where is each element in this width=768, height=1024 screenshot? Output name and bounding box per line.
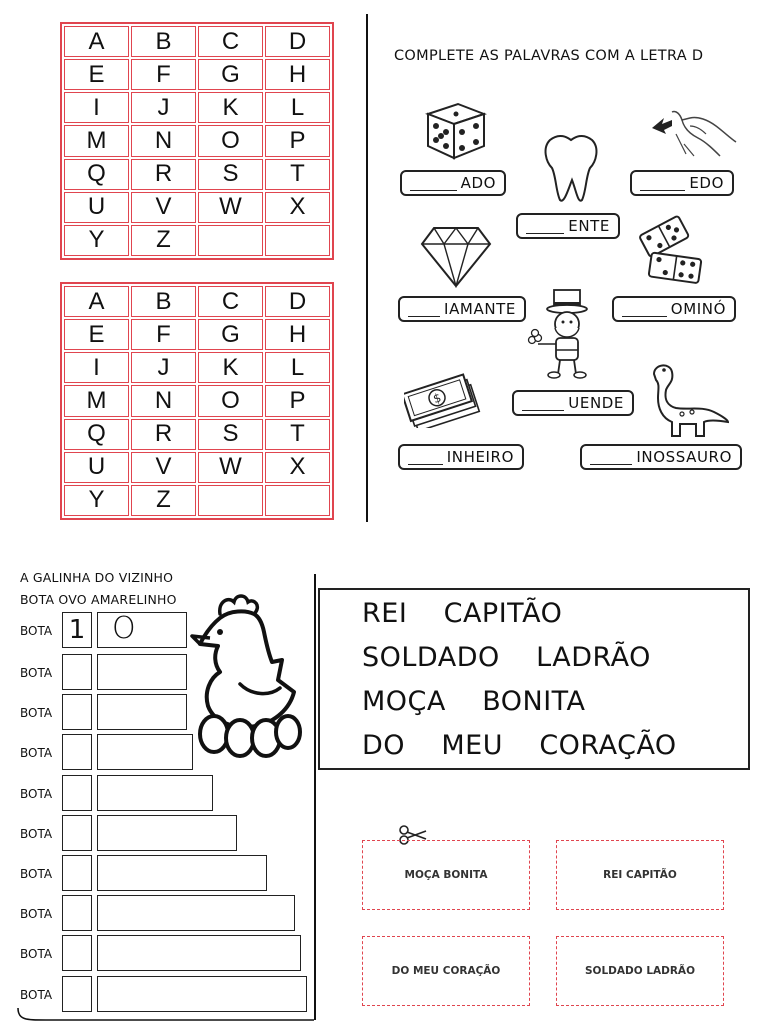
first-egg-drawing: O <box>112 611 136 646</box>
alphabet-cell: S <box>198 419 263 450</box>
alphabet-cell: U <box>64 452 129 483</box>
alphabet-cell: V <box>131 452 196 483</box>
tooth-icon <box>540 132 602 204</box>
word-box-iamante[interactable] <box>398 296 526 322</box>
bota-label: BOTA <box>20 787 53 801</box>
egg-box[interactable] <box>97 775 213 811</box>
verse-line-2: SOLDADO LADRÃO <box>362 642 651 673</box>
cutout-card-moca-bonita[interactable] <box>362 840 530 910</box>
bota-label: BOTA <box>20 746 53 760</box>
alphabet-cell: X <box>265 192 330 223</box>
alphabet-cell: U <box>64 192 129 223</box>
alphabet-cell: D <box>265 286 330 317</box>
alphabet-cell: W <box>198 192 263 223</box>
word-box-omino[interactable] <box>612 296 736 322</box>
alphabet-cell: E <box>64 319 129 350</box>
blank-line <box>640 176 685 191</box>
alphabet-cell: I <box>64 92 129 123</box>
word-box-inheiro[interactable] <box>398 444 524 470</box>
dice-icon <box>420 100 492 162</box>
alphabet-cell <box>198 485 263 516</box>
number-box[interactable] <box>62 895 92 931</box>
verse-line-1: REI CAPITÃO <box>362 598 563 629</box>
galinha-line-1: A GALINHA DO VIZINHO <box>20 570 174 585</box>
diamond-icon <box>420 222 492 288</box>
alphabet-cell: G <box>198 59 263 90</box>
alphabet-cell: E <box>64 59 129 90</box>
word-suffix: UENDE <box>568 394 624 412</box>
cutout-label: REI CAPITÃO <box>603 869 677 881</box>
alphabet-cell: N <box>131 385 196 416</box>
egg-box[interactable] <box>97 815 237 851</box>
egg-box[interactable] <box>97 612 187 648</box>
word-suffix: EDO <box>689 174 724 192</box>
money-icon <box>404 372 482 428</box>
alphabet-cell: Z <box>131 485 196 516</box>
egg-box[interactable] <box>97 734 193 770</box>
alphabet-cell: S <box>198 159 263 190</box>
verse-line-4: DO MEU CORAÇÃO <box>362 730 677 761</box>
number-box[interactable] <box>62 694 92 730</box>
cutout-card-soldado-ladrao[interactable] <box>556 936 724 1006</box>
alphabet-cell: M <box>64 125 129 156</box>
galinha-line-2: BOTA OVO AMARELINHO <box>20 592 177 607</box>
number-box[interactable] <box>62 775 92 811</box>
alphabet-cell: B <box>131 286 196 317</box>
alphabet-cell: V <box>131 192 196 223</box>
cutout-card-do-meu-coracao[interactable] <box>362 936 530 1006</box>
alphabet-cell: C <box>198 26 263 57</box>
alphabet-cell <box>265 485 330 516</box>
alphabet-cell: D <box>265 26 330 57</box>
alphabet-cell: G <box>198 319 263 350</box>
cutout-label: SOLDADO LADRÃO <box>585 965 695 977</box>
word-suffix: ADO <box>460 174 496 192</box>
alphabet-cell: Z <box>131 225 196 256</box>
domino-icon <box>636 214 708 286</box>
egg-box[interactable] <box>97 654 187 690</box>
bota-label: BOTA <box>20 827 53 841</box>
word-suffix: INOSSAURO <box>636 448 732 466</box>
alphabet-cell: Y <box>64 225 129 256</box>
alphabet-cell <box>265 225 330 256</box>
alphabet-cell: K <box>198 352 263 383</box>
alphabet-cell: N <box>131 125 196 156</box>
word-box-uende[interactable] <box>512 390 634 416</box>
alphabet-cell: M <box>64 385 129 416</box>
word-box-ado[interactable] <box>400 170 506 196</box>
alphabet-cell: H <box>265 59 330 90</box>
alphabet-cell: Y <box>64 485 129 516</box>
top-divider <box>366 14 368 522</box>
number-box[interactable] <box>62 935 92 971</box>
alphabet-cell: F <box>131 319 196 350</box>
dinosaur-icon <box>640 360 732 440</box>
blank-line <box>622 302 667 317</box>
cutout-label: DO MEU CORAÇÃO <box>391 965 501 977</box>
word-suffix: ENTE <box>568 217 610 235</box>
egg-box[interactable] <box>97 895 295 931</box>
bota-label: BOTA <box>20 624 53 638</box>
cutout-label: MOÇA BONITA <box>404 869 488 881</box>
hen-icon <box>190 592 306 762</box>
alphabet-cell: F <box>131 59 196 90</box>
alphabet-cell: C <box>198 286 263 317</box>
blank-line <box>408 450 443 465</box>
bota-label: BOTA <box>20 988 53 1002</box>
number-box[interactable] <box>62 734 92 770</box>
word-suffix: OMINÓ <box>670 300 726 318</box>
alphabet-cell: P <box>265 385 330 416</box>
alphabet-cell: B <box>131 26 196 57</box>
pointing-hand-icon <box>650 104 740 162</box>
svg-text:$: $ <box>431 390 443 407</box>
alphabet-cell <box>198 225 263 256</box>
alphabet-cell: P <box>265 125 330 156</box>
cutout-card-rei-capitao[interactable] <box>556 840 724 910</box>
blank-line <box>522 396 564 411</box>
blank-line <box>410 176 457 191</box>
alphabet-cell: L <box>265 92 330 123</box>
word-box-inossauro[interactable] <box>580 444 742 470</box>
alphabet-cell: R <box>131 419 196 450</box>
alphabet-cell: O <box>198 385 263 416</box>
leprechaun-icon <box>522 288 602 380</box>
bota-label: BOTA <box>20 706 53 720</box>
number-box[interactable] <box>62 815 92 851</box>
word-suffix: INHEIRO <box>446 448 514 466</box>
bottom-curve <box>16 1006 316 1024</box>
blank-line <box>408 302 440 317</box>
alphabet-cell: J <box>131 352 196 383</box>
word-suffix: IAMANTE <box>444 300 516 318</box>
alphabet-cell: I <box>64 352 129 383</box>
alphabet-cell: O <box>198 125 263 156</box>
alphabet-cell: W <box>198 452 263 483</box>
number-box[interactable] <box>62 855 92 891</box>
complete-activity-title: COMPLETE AS PALAVRAS COM A LETRA D <box>394 48 704 64</box>
alphabet-cell: T <box>265 159 330 190</box>
first-number: 1 <box>68 615 86 645</box>
alphabet-cell: H <box>265 319 330 350</box>
bota-label: BOTA <box>20 666 53 680</box>
alphabet-cell: Q <box>64 159 129 190</box>
alphabet-grid-top <box>60 22 334 260</box>
alphabet-cell: L <box>265 352 330 383</box>
word-box-edo[interactable] <box>630 170 734 196</box>
bota-label: BOTA <box>20 907 53 921</box>
alphabet-cell: T <box>265 419 330 450</box>
alphabet-cell: A <box>64 26 129 57</box>
egg-box[interactable] <box>97 694 187 730</box>
alphabet-cell: A <box>64 286 129 317</box>
alphabet-cell: J <box>131 92 196 123</box>
blank-line <box>590 450 632 465</box>
verse-line-3: MOÇA BONITA <box>362 686 586 717</box>
number-box[interactable] <box>62 612 92 648</box>
bottom-divider <box>314 574 316 1020</box>
alphabet-cell: R <box>131 159 196 190</box>
egg-box[interactable] <box>97 855 267 891</box>
alphabet-grid-bottom <box>60 282 334 520</box>
egg-box[interactable] <box>97 935 301 971</box>
word-box-ente[interactable] <box>516 213 620 239</box>
bota-label: BOTA <box>20 867 53 881</box>
blank-line <box>526 219 564 234</box>
alphabet-cell: Q <box>64 419 129 450</box>
alphabet-cell: K <box>198 92 263 123</box>
bota-label: BOTA <box>20 947 53 961</box>
number-box[interactable] <box>62 654 92 690</box>
alphabet-cell: X <box>265 452 330 483</box>
